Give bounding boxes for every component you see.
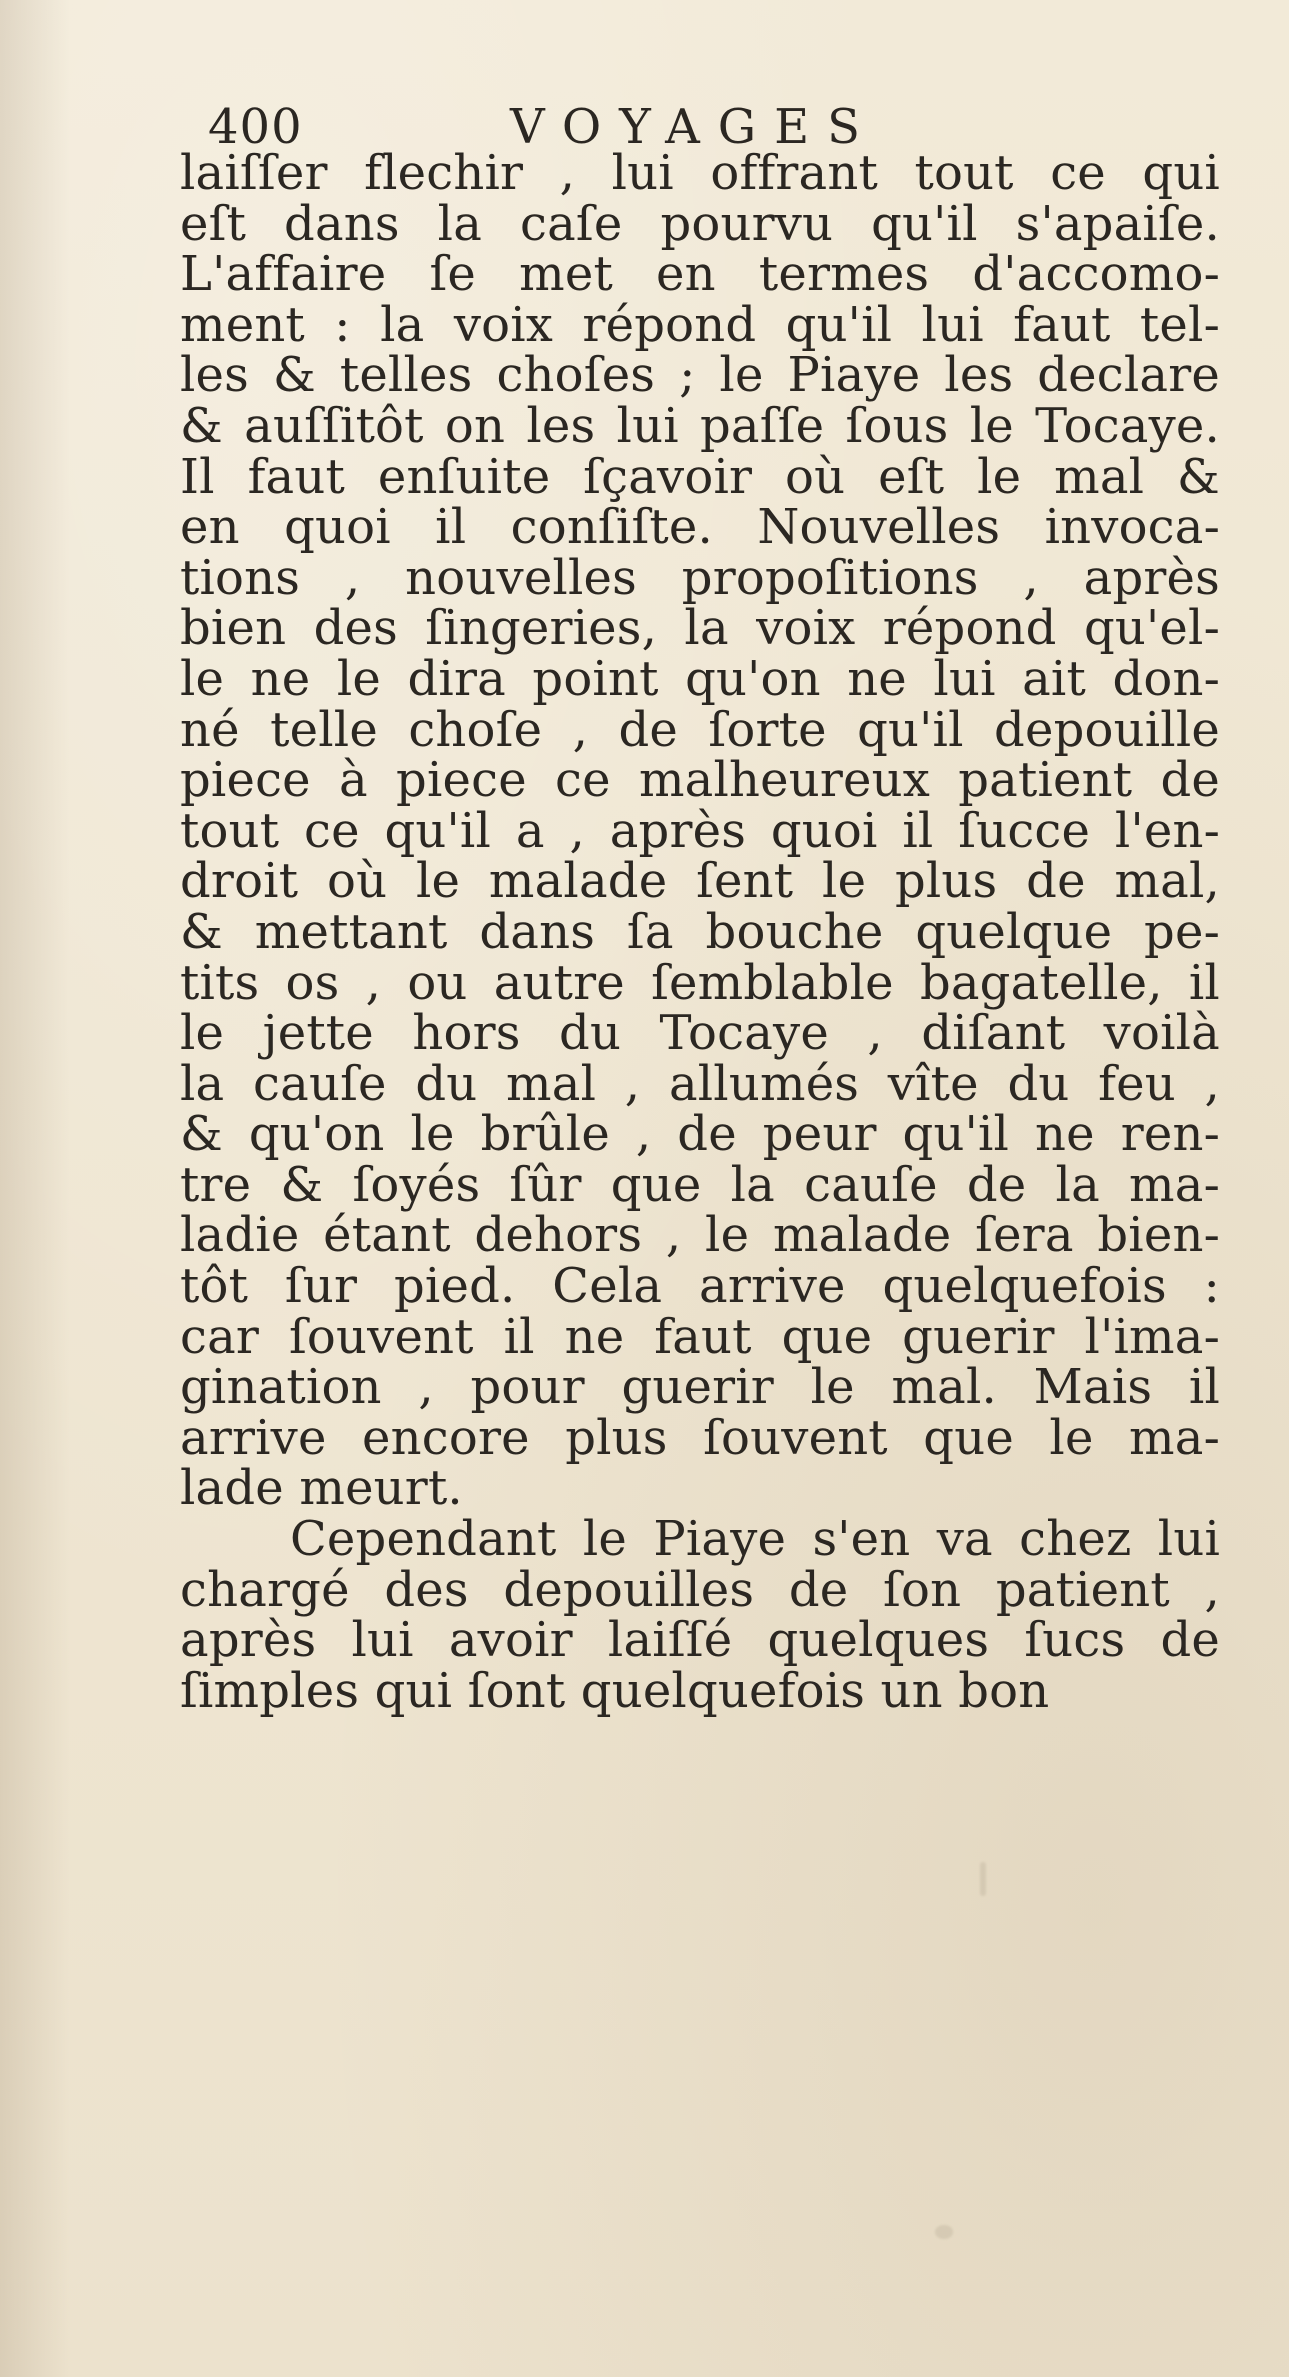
text-line: laiſſer flechir , lui offrant tout ce qui: [180, 145, 1220, 201]
text-line: & qu'on le brûle , de peur qu'il ne ren-: [180, 1106, 1220, 1163]
text-line: tre & ſoyés ſûr que la cauſe de la ma-: [180, 1156, 1220, 1213]
text-line: & auſſitôt on les lui paſſe ſous le Tocaye.: [180, 397, 1220, 454]
text-line: arrive encore plus ſouvent que le ma-: [180, 1409, 1220, 1466]
text-line: eſt dans la caſe pourvu qu'il s'apaiſe.: [180, 195, 1220, 252]
text-line: né telle choſe , de ſorte qu'il depouille: [180, 701, 1220, 758]
text-line: Il faut enſuite ſçavoir où eſt le mal &: [180, 448, 1220, 505]
page-edge-shadow: [0, 0, 70, 2377]
text-line: le ne le dira point qu'on ne lui ait don-: [180, 650, 1220, 707]
text-line: bien des ſingeries, la voix répond qu'el-: [180, 600, 1220, 657]
text-line: tions , nouvelles propoſitions , après: [180, 549, 1220, 606]
text-line: ſimples qui ſont quelquefois un bon: [180, 1662, 1050, 1719]
text-line: ment : la voix répond qu'il lui faut tel-: [180, 296, 1220, 353]
text-line: tits os , ou autre ſemblable bagatelle, il: [180, 954, 1220, 1011]
body-text: [180, 145, 1220, 1719]
text-line: piece à piece ce malheureux patient de: [180, 752, 1220, 809]
text-line: la cauſe du mal , allumés vîte du feu ,: [180, 1055, 1220, 1112]
text-line: gination , pour guerir le mal. Mais il: [180, 1359, 1220, 1416]
text-line: droit où le malade ſent le plus de mal,: [180, 853, 1220, 910]
text-line: lade meurt.: [180, 1460, 463, 1517]
text-line: ladie étant dehors , le malade ſera bien-: [180, 1207, 1220, 1264]
page-number: 400: [208, 99, 303, 155]
text-line: en quoi il conſiſte. Nouvelles invoca-: [180, 499, 1220, 556]
paragraph-start-line: Cependant le Piaye s'en va chez lui: [290, 1511, 1220, 1568]
text-line: L'affaire ſe met en termes d'accomo-: [180, 246, 1220, 303]
paper-stain: [980, 1862, 986, 1896]
text-line: après lui avoir laiſſé quelques ſucs de: [180, 1612, 1220, 1669]
text-line: chargé des depouilles de ſon patient ,: [180, 1561, 1220, 1618]
running-head: VOYAGES: [510, 99, 879, 155]
text-line: tout ce qu'il a , après quoi il ſucce l'en-: [180, 802, 1220, 859]
paper-stain: [935, 2225, 953, 2239]
text-line: & mettant dans ſa bouche quelque pe-: [180, 903, 1220, 960]
text-line: le jette hors du Tocaye , diſant voilà: [180, 1005, 1220, 1062]
text-line: les & telles choſes ; le Piaye les declare: [180, 347, 1220, 404]
text-line: car ſouvent il ne faut que guerir l'ima-: [180, 1308, 1220, 1365]
text-line: tôt ſur pied. Cela arrive quelquefois :: [180, 1258, 1220, 1315]
